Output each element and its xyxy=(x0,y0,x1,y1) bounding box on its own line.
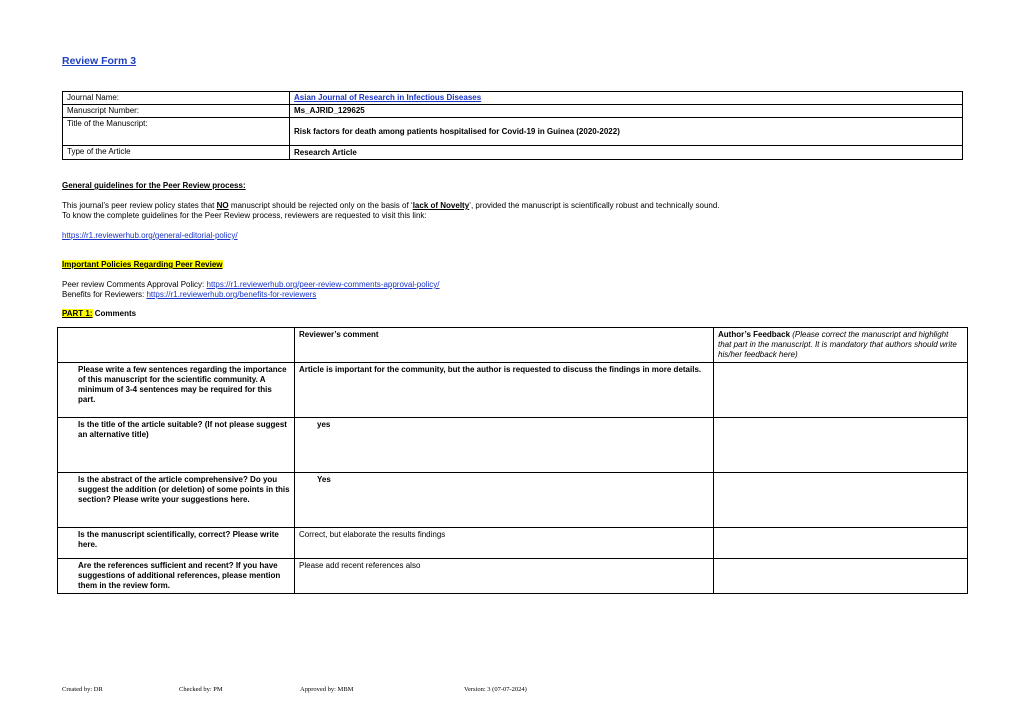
question-title: Is the title of the article suitable? (If not please suggest an alternative title) xyxy=(58,418,295,473)
author-feedback-cell[interactable] xyxy=(714,363,968,418)
author-feedback-cell[interactable] xyxy=(714,473,968,528)
guidelines-text-b: manuscript should be rejected only on the basis of ‘ xyxy=(228,201,413,210)
question-references: Are the references sufficient and recent? If you have suggestions of additional references, please mention them in the review form. xyxy=(58,559,295,594)
table-row xyxy=(58,528,968,559)
question-abstract: Is the abstract of the article comprehensive? Do you suggest the addition (or deletion) of some points in this section? Please write your suggestions here. xyxy=(58,473,295,528)
policies-heading: Important Policies Regarding Peer Review xyxy=(62,260,223,269)
approval-policy-label: Peer review Comments Approval Policy: xyxy=(62,280,207,289)
table-row xyxy=(58,363,968,418)
manuscript-info-table xyxy=(62,91,963,160)
guidelines-paragraph xyxy=(62,201,720,210)
footer-approved: Approved by: MBM xyxy=(300,686,354,693)
question-scientific: Is the manuscript scientifically, correct? Please write here. xyxy=(58,528,295,559)
article-type-label: Type of the Article xyxy=(63,146,290,160)
reviewer-comment-cell[interactable]: Correct, but elaborate the results findings xyxy=(295,528,714,559)
comments-header-row xyxy=(58,328,968,363)
journal-link[interactable]: Asian Journal of Research in Infectious Diseases xyxy=(294,93,482,102)
manuscript-title-value: Risk factors for death among patients hospitalised for Covid-19 in Guinea (2020-2022) xyxy=(290,118,963,146)
part-title: Comments xyxy=(92,309,137,318)
approval-policy-link[interactable]: https://r1.reviewerhub.org/peer-review-comments-approval-policy/ xyxy=(206,280,440,289)
author-feedback-cell[interactable] xyxy=(714,528,968,559)
reviewer-comment-cell[interactable]: Yes xyxy=(295,473,714,528)
table-row xyxy=(58,473,968,528)
form-title: Review Form 3 xyxy=(62,55,137,67)
novelty-emphasis: lack of Novelty xyxy=(412,201,470,210)
footer-checked: Checked by: PM xyxy=(179,686,223,693)
no-emphasis: NO xyxy=(216,201,229,210)
reviewer-comment-cell[interactable]: yes xyxy=(295,418,714,473)
author-feedback-cell[interactable] xyxy=(714,559,968,594)
benefits-label: Benefits for Reviewers: xyxy=(62,290,147,299)
reviewer-comment-cell[interactable]: Article is important for the community, but the author is requested to discuss the findings in more details. xyxy=(295,363,714,418)
reviewer-comment-cell[interactable]: Please add recent references also xyxy=(295,559,714,594)
manuscript-title-label: Title of the Manuscript: xyxy=(63,118,290,146)
guidelines-text-c: ’, provided the manuscript is scientifically robust and technically sound. xyxy=(469,201,720,210)
benefits-line xyxy=(62,290,316,299)
table-row xyxy=(58,418,968,473)
reviewer-comment-header: Reviewer’s comment xyxy=(295,328,714,363)
guidelines-text-a: This journal’s peer review policy states that xyxy=(62,201,217,210)
question-importance: Please write a few sentences regarding the importance of this manuscript for the scientific community. A minimum of 3-4 sentences may be required for this part. xyxy=(58,363,295,418)
guidelines-heading: General guidelines for the Peer Review process: xyxy=(62,181,246,190)
benefits-link[interactable]: https://r1.reviewerhub.org/benefits-for-reviewers xyxy=(146,290,317,299)
manuscript-number-value: Ms_AJRID_129625 xyxy=(290,105,963,118)
manuscript-number-label: Manuscript Number: xyxy=(63,105,290,118)
author-feedback-cell[interactable] xyxy=(714,418,968,473)
footer-version: Version: 3 (07-07-2024) xyxy=(464,686,527,693)
journal-label: Journal Name: xyxy=(63,92,290,105)
approval-policy-line xyxy=(62,280,439,289)
author-feedback-header: Author’s Feedback (Please correct the manuscript and highlight that part in the manuscript. It is mandatory that authors should write his/her feedback here) xyxy=(714,328,968,363)
footer-created: Created by: DR xyxy=(62,686,103,693)
article-type-value: Research Article xyxy=(290,146,963,160)
editorial-policy-link[interactable]: https://r1.reviewerhub.org/general-editorial-policy/ xyxy=(62,231,238,240)
part-heading xyxy=(62,309,136,318)
table-row xyxy=(58,559,968,594)
part-label: PART 1: xyxy=(62,309,93,318)
guidelines-visit-text: To know the complete guidelines for the Peer Review process, reviewers are requested to visit this link: xyxy=(62,211,427,220)
comments-table xyxy=(57,327,968,594)
